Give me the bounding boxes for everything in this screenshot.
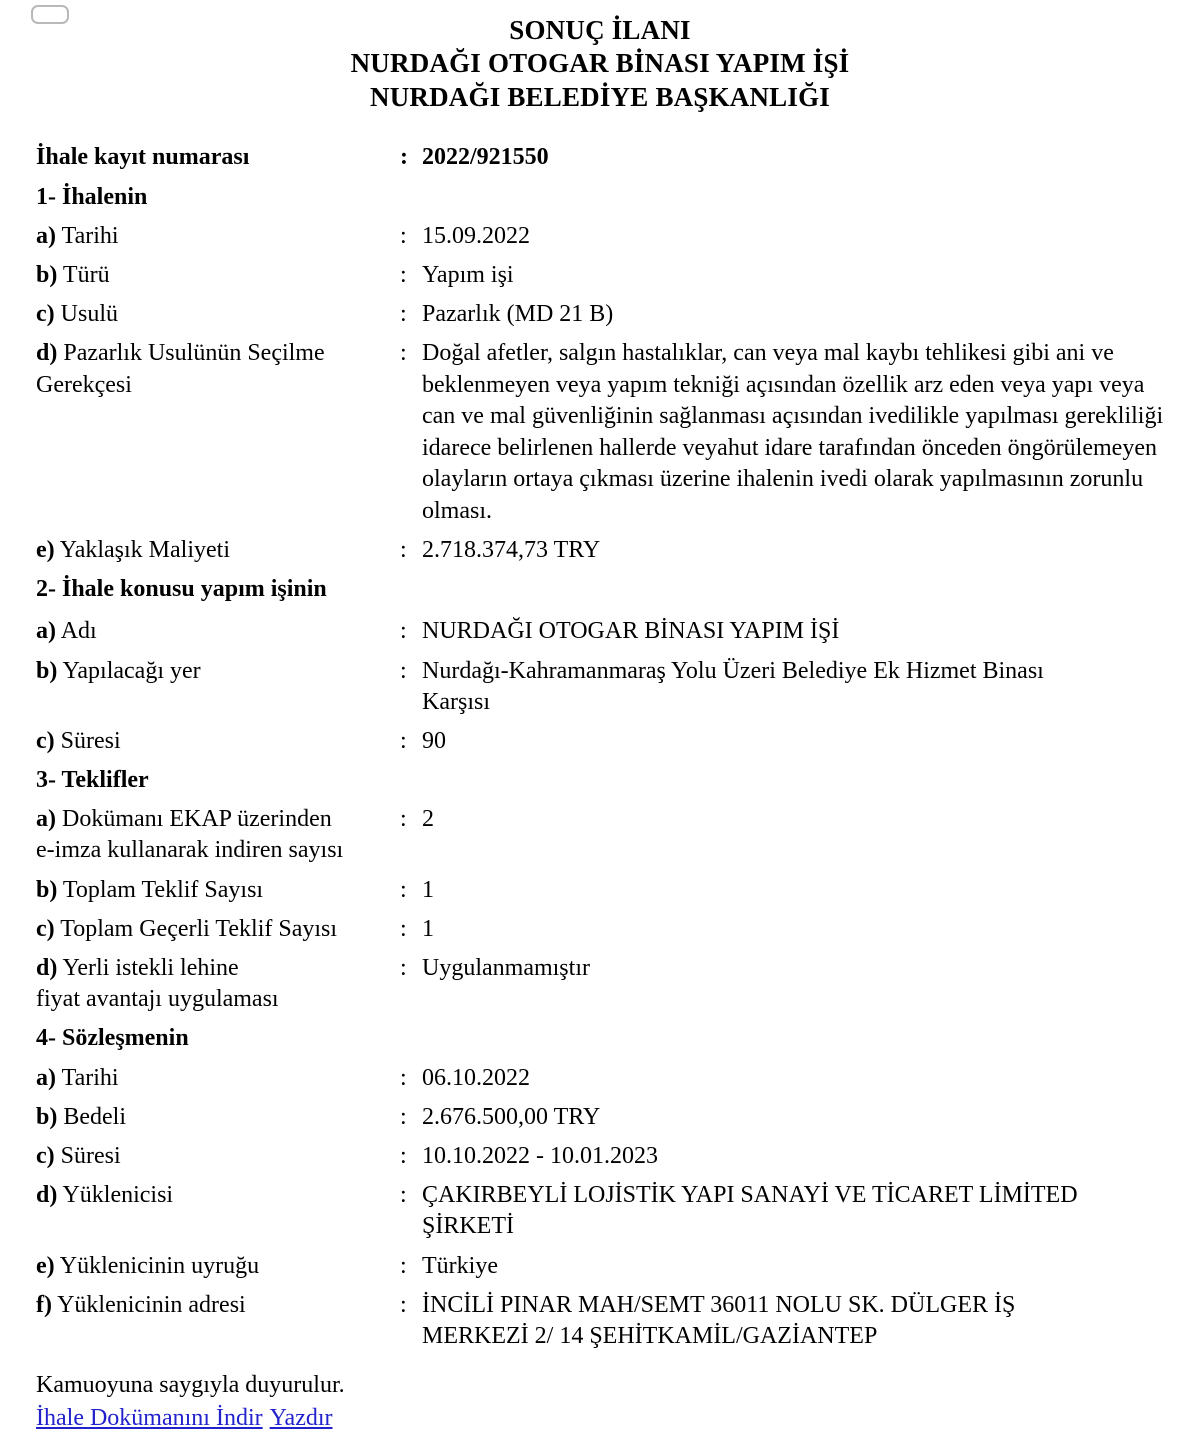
label-ihale-usulu xyxy=(36,299,400,330)
separator-colon: : xyxy=(400,1142,407,1169)
row-letter: c) xyxy=(36,1142,55,1169)
document-body xyxy=(0,142,1200,1352)
value-yerli-istekli-fiyat-avantaji: Uygulanmamıştır xyxy=(422,955,590,982)
label-text: Toplam Geçerli Teklif Sayısı xyxy=(60,915,338,942)
label-text: Yaklaşık Maliyeti xyxy=(59,536,230,563)
separator-colon: : xyxy=(400,536,407,563)
label-yuklenici-adresi xyxy=(36,1290,400,1321)
row-yerli-istekli-fiyat-avantaji xyxy=(36,953,1180,1015)
row-letter: c) xyxy=(36,301,55,328)
separator-colon: : xyxy=(400,1291,407,1318)
row-ekap-indiren-sayisi xyxy=(36,804,1180,866)
label-ihale-turu xyxy=(36,260,400,291)
value-sozlesme-tarihi: 06.10.2022 xyxy=(422,1064,530,1091)
label-ihale-tarihi xyxy=(36,221,400,252)
label-toplam-gecerli-teklif-sayisi xyxy=(36,914,400,945)
row-letter: b) xyxy=(36,261,58,288)
row-letter: a) xyxy=(36,1064,56,1091)
value-text-continued: ŞİRKETİ xyxy=(422,1213,514,1240)
row-yaklasik-maliyet xyxy=(36,535,1180,566)
row-toplam-gecerli-teklif-sayisi xyxy=(36,914,1180,945)
value-text: İNCİLİ PINAR MAH/SEMT 36011 NOLU SK. DÜLGER İŞ xyxy=(422,1291,1016,1318)
row-letter: c) xyxy=(36,727,55,754)
separator-colon: : xyxy=(400,1064,407,1091)
section-heading-3: 3- Teklifler xyxy=(36,767,149,794)
label-ekap-indiren-sayisi xyxy=(36,804,400,866)
label-text: Tarihi xyxy=(61,1064,119,1091)
label-text: Yerli istekli lehine xyxy=(62,955,239,982)
footer-links xyxy=(36,1403,1200,1434)
row-registration-number xyxy=(36,142,1180,173)
row-letter: a) xyxy=(36,806,56,833)
row-is-suresi xyxy=(36,726,1180,757)
document-title-block xyxy=(0,0,1200,114)
row-letter: b) xyxy=(36,1103,58,1130)
label-text: Yüklenicisi xyxy=(62,1182,174,1209)
label-text: Süresi xyxy=(60,1142,121,1169)
value-registration-number: 2022/921550 xyxy=(422,144,549,171)
row-pazarlik-gerekcesi xyxy=(36,338,1180,527)
download-tender-document-link[interactable]: İhale Dokümanını İndir xyxy=(36,1404,263,1431)
label-text: Yapılacağı yer xyxy=(62,657,201,684)
label-pazarlik-gerekcesi xyxy=(36,338,400,400)
label-is-suresi xyxy=(36,726,400,757)
separator-colon: : xyxy=(400,618,407,645)
separator-colon: : xyxy=(400,144,408,171)
section-heading-2: 2- İhale konusu yapım işinin xyxy=(36,576,327,603)
label-text-continued: e-imza kullanarak indiren sayısı xyxy=(36,837,344,864)
row-ihale-tarihi xyxy=(36,221,1180,252)
row-letter: c) xyxy=(36,915,55,942)
label-text: Toplam Teklif Sayısı xyxy=(62,876,264,903)
label-toplam-teklif-sayisi xyxy=(36,875,400,906)
row-sozlesme-tarihi xyxy=(36,1063,1180,1094)
row-letter: a) xyxy=(36,222,56,249)
label-text: Pazarlık Usulünün Seçilme xyxy=(63,340,325,367)
label-text: Dokümanı EKAP üzerinden xyxy=(62,806,332,833)
value-toplam-teklif-sayisi: 1 xyxy=(422,876,434,903)
row-yuklenici-adresi xyxy=(36,1290,1180,1352)
label-text-continued: Gerekçesi xyxy=(36,371,132,398)
separator-colon: : xyxy=(400,1182,407,1209)
label-yaklasik-maliyet xyxy=(36,535,400,566)
label-yerli-istekli-fiyat-avantaji xyxy=(36,953,400,1015)
row-letter: d) xyxy=(36,955,58,982)
value-yapilacagi-yer xyxy=(414,656,1180,718)
separator-colon: : xyxy=(400,876,407,903)
page-title-line-1: SONUÇ İLANI xyxy=(509,15,691,45)
label-text: Türü xyxy=(62,261,110,288)
page-title-line-2: NURDAĞI OTOGAR BİNASI YAPIM İŞİ xyxy=(350,48,850,79)
row-yuklenici xyxy=(36,1180,1180,1242)
value-yuklenici-adresi xyxy=(414,1290,1180,1352)
label-text: Yüklenicinin adresi xyxy=(57,1291,246,1318)
label-sozlesme-suresi xyxy=(36,1141,400,1172)
value-is-adi: NURDAĞI OTOGAR BİNASI YAPIM İŞİ xyxy=(422,618,840,645)
row-letter: a) xyxy=(36,618,56,645)
value-ekap-indiren-sayisi: 2 xyxy=(422,806,434,833)
separator-colon: : xyxy=(400,301,407,328)
value-text: Nurdağı-Kahramanmaraş Yolu Üzeri Belediye Ek Hizmet Binası xyxy=(422,657,1044,684)
label-text: Yüklenicinin uyruğu xyxy=(59,1252,260,1279)
value-ihale-usulu: Pazarlık (MD 21 B) xyxy=(422,301,614,328)
value-ihale-turu: Yapım işi xyxy=(422,261,514,288)
row-letter: e) xyxy=(36,536,55,563)
label-is-adi xyxy=(36,616,400,647)
label-yuklenici xyxy=(36,1180,400,1211)
row-toplam-teklif-sayisi xyxy=(36,875,1180,906)
row-letter: b) xyxy=(36,876,58,903)
value-pazarlik-gerekcesi: Doğal afetler, salgın hastalıklar, can veya mal kaybı tehlikesi gibi ani ve beklenmeyen veya yapım tekniği açısından özellik arz eden veya yapı veya can ve mal güvenliğinin sağlanması açısından ivedilikle yapılması gerekliliği idarece belirlenen hallerde veyahut idare tarafından önceden öngörülemeyen olayların ortaya çıkması üzerine ihalenin ivedi olarak yapılmasının zorunlu olması. xyxy=(422,340,1164,524)
value-toplam-gecerli-teklif-sayisi: 1 xyxy=(422,915,434,942)
value-yuklenici-uyrugu: Türkiye xyxy=(422,1252,498,1279)
page-title-line-3: NURDAĞI BELEDİYE BAŞKANLIĞI xyxy=(370,81,830,112)
row-sozlesme-bedeli xyxy=(36,1102,1180,1133)
label-sozlesme-bedeli xyxy=(36,1102,400,1133)
row-sozlesme-suresi xyxy=(36,1141,1180,1172)
separator-colon: : xyxy=(400,806,407,833)
row-letter: d) xyxy=(36,1182,58,1209)
print-link[interactable]: Yazdır xyxy=(269,1404,333,1431)
row-yuklenici-uyrugu xyxy=(36,1251,1180,1282)
row-ihale-usulu xyxy=(36,299,1180,330)
label-text-continued: fiyat avantajı uygulaması xyxy=(36,986,279,1013)
value-text-continued: Karşısı xyxy=(422,688,490,715)
separator-colon: : xyxy=(400,955,407,982)
row-letter: f) xyxy=(36,1291,52,1318)
label-text: Usulü xyxy=(60,301,118,328)
label-text: Tarihi xyxy=(61,222,119,249)
section-heading-1: 1- İhalenin xyxy=(36,183,148,210)
value-sozlesme-suresi: 10.10.2022 - 10.01.2023 xyxy=(422,1142,658,1169)
label-text: Adı xyxy=(60,618,97,645)
separator-colon: : xyxy=(400,727,407,754)
footer-closing-text: Kamuoyuna saygıyla duyurulur. xyxy=(36,1372,345,1399)
value-is-suresi: 90 xyxy=(422,727,446,754)
label-sozlesme-tarihi xyxy=(36,1063,400,1094)
row-letter: d) xyxy=(36,340,58,367)
separator-colon: : xyxy=(400,340,407,367)
row-letter: b) xyxy=(36,657,58,684)
separator-colon: : xyxy=(400,1103,407,1130)
section-heading-4: 4- Sözleşmenin xyxy=(36,1025,189,1052)
label-yapilacagi-yer xyxy=(36,656,400,687)
label-yuklenici-uyrugu xyxy=(36,1251,400,1282)
separator-colon: : xyxy=(400,261,407,288)
value-yaklasik-maliyet: 2.718.374,73 TRY xyxy=(422,536,601,563)
row-letter: e) xyxy=(36,1252,55,1279)
separator-colon: : xyxy=(400,915,407,942)
value-text: ÇAKIRBEYLİ LOJİSTİK YAPI SANAYİ VE TİCARET LİMİTED xyxy=(422,1182,1078,1209)
separator-colon: : xyxy=(400,222,407,249)
value-text-continued: MERKEZİ 2/ 14 ŞEHİTKAMİL/GAZİANTEP xyxy=(422,1322,878,1349)
value-sozlesme-bedeli: 2.676.500,00 TRY xyxy=(422,1103,601,1130)
label-registration-number: İhale kayıt numarası xyxy=(36,144,250,171)
value-ihale-tarihi: 15.09.2022 xyxy=(422,222,530,249)
label-text: Bedeli xyxy=(63,1103,126,1130)
label-text: Süresi xyxy=(60,727,121,754)
separator-colon: : xyxy=(400,1252,407,1279)
document-footer xyxy=(0,1370,1200,1434)
row-ihale-turu xyxy=(36,260,1180,291)
separator-colon: : xyxy=(400,657,407,684)
value-yuklenici xyxy=(414,1180,1180,1242)
row-is-adi xyxy=(36,616,1180,647)
row-yapilacagi-yer xyxy=(36,656,1180,718)
